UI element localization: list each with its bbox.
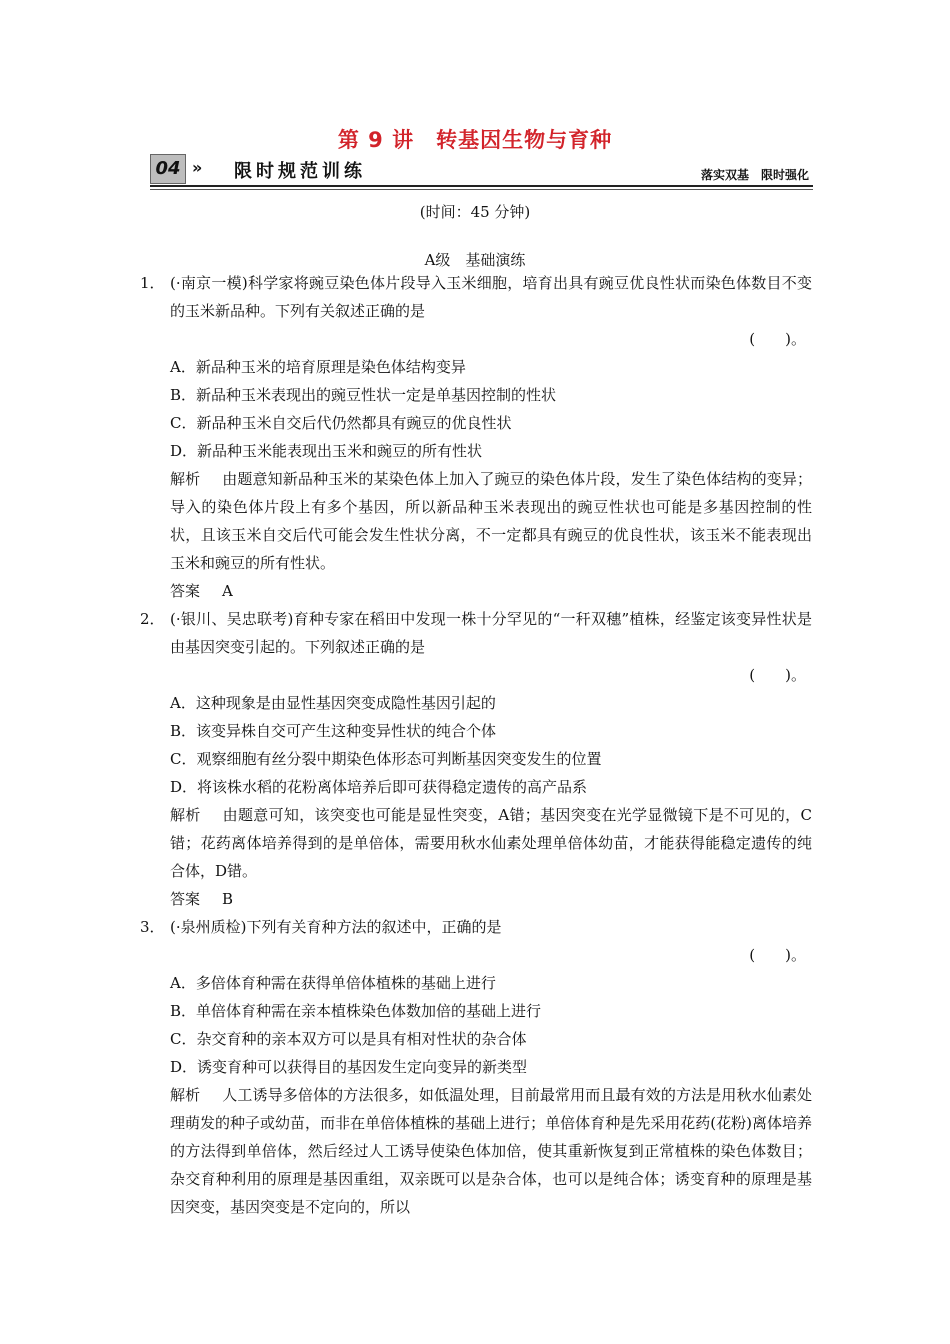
analysis-label: 解析 <box>170 806 201 824</box>
question-1-answer <box>170 577 812 605</box>
question-2-option-d: D．将该株水稻的花粉离体培养后即可获得稳定遗传的高产品系 <box>170 778 588 796</box>
level-heading: A级 基础演练 <box>424 251 526 269</box>
banner-rule-thick <box>150 185 813 187</box>
time-limit-note: (时间：45 分钟) <box>419 203 531 221</box>
chevron-icon: » <box>192 158 203 177</box>
answer-bracket: ( )。 <box>749 666 806 684</box>
question-number: 1． <box>140 274 165 292</box>
answer-value: A <box>222 582 233 600</box>
question-number: 2． <box>140 610 165 628</box>
question-2-option-a: A．这种现象是由显性基因突变成隐性基因引起的 <box>170 694 496 712</box>
question-1-option-d: D．新品种玉米能表现出玉米和豌豆的所有性状 <box>170 442 483 460</box>
analysis-text: 由题意可知，该突变也可能是显性突变，A错；基因突变在光学显微镜下是不可见的，C错；花药离体培养得到的是单倍体，需要用秋水仙素处理单倍体幼苗，才能获得能稳定遗传的纯合体，D错。 <box>170 806 812 880</box>
question-1-option-b: B．新品种玉米表现出的豌豆性状一定是单基因控制的性状 <box>170 386 557 404</box>
analysis-text: 由题意知新品种玉米的某染色体上加入了豌豆的染色体片段，发生了染色体结构的变异；导入的染色体片段上有多个基因，所以新品种玉米表现出的豌豆性状也可能是多基因控制的性状，且该玉米自交后代可能会发生性状分离，不一定都具有豌豆的优良性状，该玉米不能表现出玉米和豌豆的所有性状。 <box>170 470 812 572</box>
question-1-stem <box>140 269 812 325</box>
answer-label: 答案 <box>170 890 201 908</box>
answer-value: B <box>222 890 234 908</box>
analysis-label: 解析 <box>170 1086 201 1104</box>
question-2-option-b: B．该变异株自交可产生这种变异性状的纯合个体 <box>170 722 497 740</box>
section-slogan: 落实双基 限时强化 <box>700 168 809 182</box>
analysis-text: 人工诱导多倍体的方法很多，如低温处理，目前最常用而且最有效的方法是用秋水仙素处理萌发的种子或幼苗，而非在单倍体植株的基础上进行；单倍体育种是先采用花药(花粉)离体培养的方法得到单倍体，然后经过人工诱导使染色体加倍，使其重新恢复到正常植株的染色体数目；杂交育种利用的原理是基因重组，双亲既可以是杂合体，也可以是纯合体；诱变育种的原理是基因突变，基因突变是不定向的，所以 <box>170 1086 812 1216</box>
answer-bracket: ( )。 <box>749 946 806 964</box>
question-list <box>140 269 812 1221</box>
banner-rule-thin <box>150 189 813 190</box>
question-number: 3． <box>140 918 165 936</box>
question-1-option-a: A．新品种玉米的培育原理是染色体结构变异 <box>170 358 466 376</box>
section-number-badge: 04 <box>150 154 186 184</box>
question-3-option-d: D．诱变育种可以获得目的基因发生定向变异的新类型 <box>170 1058 528 1076</box>
question-3-option-c: C．杂交育种的亲本双方可以是具有相对性状的杂合体 <box>170 1030 527 1048</box>
question-2-stem <box>140 605 812 661</box>
analysis-label: 解析 <box>170 470 201 488</box>
question-1-option-c: C．新品种玉米自交后代仍然都具有豌豆的优良性状 <box>170 414 512 432</box>
lesson-title: 第 9 讲 转基因生物与育种 <box>337 128 613 152</box>
question-3-option-a: A．多倍体育种需在获得单倍体植株的基础上进行 <box>170 974 496 992</box>
question-3-analysis <box>170 1081 812 1221</box>
question-2-answer <box>170 885 812 913</box>
answer-label: 答案 <box>170 582 201 600</box>
question-1-analysis <box>170 465 812 577</box>
question-2-option-c: C．观察细胞有丝分裂中期染色体形态可判断基因突变发生的位置 <box>170 750 602 768</box>
question-3-stem <box>140 913 812 941</box>
question-text: (·泉州质检)下列有关育种方法的叙述中，正确的是 <box>170 918 502 936</box>
question-text: (·南京一模)科学家将豌豆染色体片段导入玉米细胞，培育出具有豌豆优良性状而染色体数目不变的玉米新品种。下列有关叙述正确的是 <box>170 274 812 320</box>
section-banner <box>150 152 813 188</box>
section-title: 限时规范训练 <box>234 161 366 182</box>
question-3-option-b: B．单倍体育种需在亲本植株染色体数加倍的基础上进行 <box>170 1002 542 1020</box>
question-text: (·银川、吴忠联考)育种专家在稻田中发现一株十分罕见的“一秆双穗”植株，经鉴定该变异性状是由基因突变引起的。下列叙述正确的是 <box>170 610 812 656</box>
answer-bracket: ( )。 <box>749 330 806 348</box>
question-2-analysis <box>170 801 812 885</box>
